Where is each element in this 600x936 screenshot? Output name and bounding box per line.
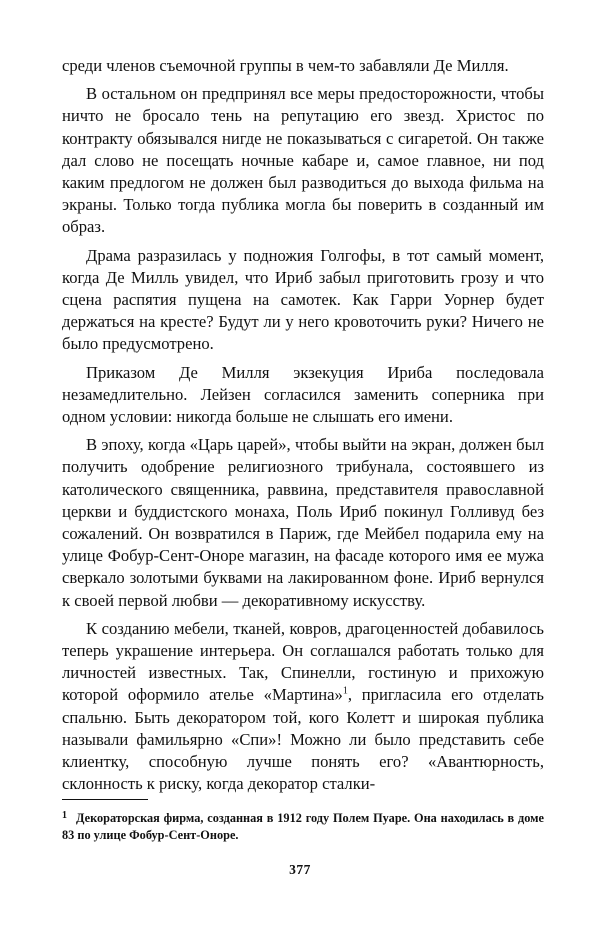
paragraph-4: Приказом Де Милля экзекуция Ириба последовала незамедлительно. Лейзен согласился заменить соперника при одном условии: никогда больше не слышать его имени. — [62, 362, 544, 427]
paragraph-3: Драма разразилась у подножия Голгофы, в тот самый момент, когда Де Милль увидел, что Ириб забыл приготовить грозу и что сцена распятия пущена на самотек. Как Гарри Уорнер будет держаться на кресте? Будут ли у него кровоточить руки? Ничего не было предусмотрено. — [62, 245, 544, 354]
paragraph-6 — [62, 618, 544, 796]
footnote — [62, 810, 544, 844]
paragraph-6-part-1: К созданию мебели, тканей, ковров, драгоценностей добавилось теперь украшение интерьера. Он соглашался работать только для личностей известных. Так, Спинелли, гостиную и прихожую которой оформило ателье «Мартина» — [62, 618, 544, 705]
paragraph-5: В эпоху, когда «Царь царей», чтобы выйти на экран, должен был получить одобрение религиозного трибунала, состоявшего из католического священника, раввина, представителя православной церкви и буддистского монаха, Поль Ириб покинул Голливуд без сожалений. Он возвратился в Париж, где Мейбел подарила ему на улице Фобур-Сент-Оноре магазин, на фасаде которого имя ее мужа сверкало золотыми буквами на лакированном фоне. Ириб вернулся к своей первой любви — декоративному искусству. — [62, 435, 544, 610]
paragraph-1: среди членов съемочной группы в чем-то забавляли Де Милля. — [62, 56, 509, 75]
footnote-text: Декораторская фирма, созданная в 1912 году Полем Пуаре. Она находилась в доме 83 по улице Фобур-Сент-Оноре. — [62, 811, 544, 842]
footnote-divider — [62, 799, 148, 800]
page-body — [62, 55, 544, 802]
footnote-mark: 1 — [62, 810, 67, 821]
page-number: 377 — [289, 862, 311, 877]
paragraph-6-part-2: , пригласила его отделать спальню. Быть декоратором той, кого Колетт и широкая публика называли фамильярно «Спи»! Можно ли было представить себе клиентку, способную лучше понять его? «Авантюрность, склонность к риску, когда декоратор сталки- — [62, 685, 544, 794]
footnote-reference: 1 — [342, 685, 348, 697]
paragraph-2: В остальном он предпринял все меры предосторожности, чтобы ничто не бросало тень на репутацию его звезд. Христос по контракту обязывался нигде не показываться с сигаретой. Он также дал слово не посещать ночные кабаре и, самое главное, ни под каким предлогом не должен был разводиться до выхода фильма на экраны. Только тогда публика могла бы поверить в созданный им образ. — [62, 84, 544, 237]
